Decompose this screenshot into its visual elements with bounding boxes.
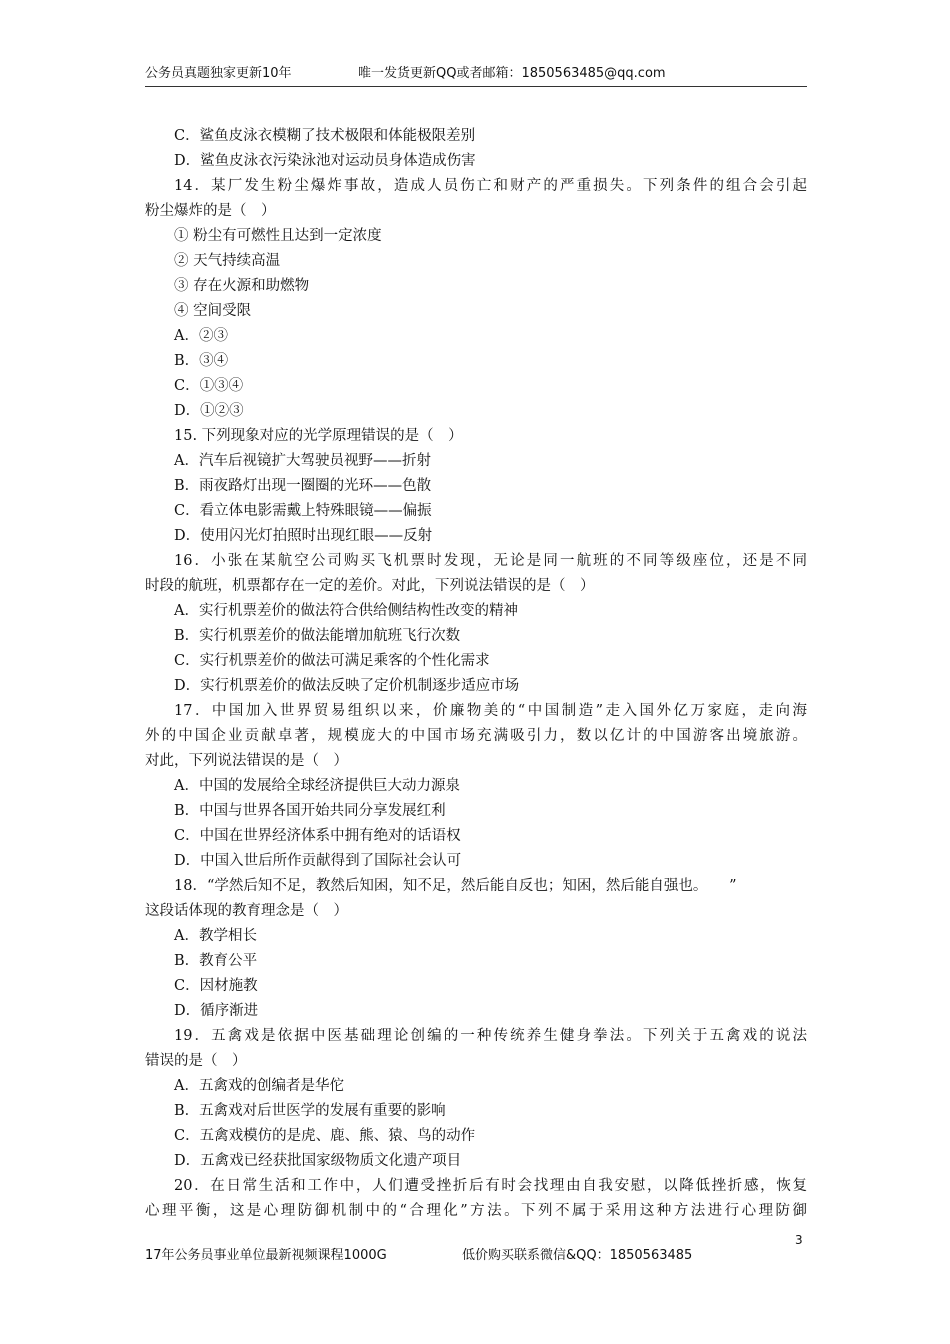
text-line: A．汽车后视镜扩大驾驶员视野——折射 [174, 453, 431, 469]
text-line: D．实行机票差价的做法反映了定价机制逐步适应市场 [174, 678, 520, 694]
text-line: A．实行机票差价的做法符合供给侧结构性改变的精神 [174, 603, 518, 619]
document-body [145, 124, 807, 1224]
text-line: 心理平衡，这是心理防御机制中的“合理化”方法。下列不属于采用这种方法进行心理防御 [145, 1203, 807, 1219]
text-line: C．因材施教 [174, 978, 258, 994]
text-line: B．教育公平 [174, 953, 258, 969]
text-line: D．使用闪光灯拍照时出现红眼——反射 [174, 528, 433, 544]
text-line: B．中国与世界各国开始共同分享发展红利 [174, 803, 446, 819]
text-line: B．五禽戏对后世医学的发展有重要的影响 [174, 1103, 446, 1119]
text-line: C．实行机票差价的做法可满足乘客的个性化需求 [174, 653, 490, 669]
page-header [145, 64, 807, 87]
header-left-text: 公务员真题独家更新10年 [145, 66, 292, 81]
text-line: 14．某厂发生粉尘爆炸事故，造成人员伤亡和财产的严重损失。下列条件的组合会引起 [174, 178, 807, 194]
text-line: 18．“学然后知不足，教然后知困，知不足，然后能自反也；知困，然后能自强也。 ” [174, 878, 737, 894]
text-line: B．雨夜路灯出现一圈圈的光环——色散 [174, 478, 432, 494]
text-line: 17．中国加入世界贸易组织以来，价廉物美的“中国制造”走入国外亿万家庭，走向海 [174, 703, 807, 719]
text-line: 时段的航班，机票都存在一定的差价。对此，下列说法错误的是（ ） [145, 578, 595, 594]
text-line: A．五禽戏的创编者是华佗 [174, 1078, 344, 1094]
text-line: D．鲨鱼皮泳衣污染泳池对运动员身体造成伤害 [174, 153, 476, 169]
text-line: 粉尘爆炸的是（ ） [145, 203, 276, 219]
text-line: 错误的是（ ） [145, 1053, 247, 1069]
text-line: A．②③ [174, 328, 228, 344]
text-line: 这段话体现的教育理念是（ ） [145, 903, 348, 919]
text-line: D．循序渐进 [174, 1003, 259, 1019]
page-number: 3 [795, 1233, 803, 1247]
text-line: A．教学相长 [174, 928, 257, 944]
text-line: 对此，下列说法错误的是（ ） [145, 753, 348, 769]
text-line: ② 天气持续高温 [174, 253, 281, 269]
text-line: B．③④ [174, 353, 229, 369]
text-line: C．①③④ [174, 378, 244, 394]
text-line: C．看立体电影需戴上特殊眼镜——偏振 [174, 503, 432, 519]
footer-right-text: 低价购买联系微信&QQ：1850563485 [462, 1248, 693, 1263]
text-line: D．①②③ [174, 403, 244, 419]
text-line: 外的中国企业贡献卓著，规模庞大的中国市场充满吸引力，数以亿计的中国游客出境旅游。 [145, 728, 807, 744]
text-line: D．五禽戏已经获批国家级物质文化遗产项目 [174, 1153, 462, 1169]
text-line: B．实行机票差价的做法能增加航班飞行次数 [174, 628, 461, 644]
text-line: 16．小张在某航空公司购买飞机票时发现，无论是同一航班的不同等级座位，还是不同 [174, 553, 807, 569]
text-line: 15. 下列现象对应的光学原理错误的是（ ） [174, 428, 463, 444]
text-line: D．中国入世后所作贡献得到了国际社会认可 [174, 853, 462, 869]
text-line: 19．五禽戏是依据中医基础理论创编的一种传统养生健身拳法。下列关于五禽戏的说法 [174, 1028, 807, 1044]
text-line: 20．在日常生活和工作中，人们遭受挫折后有时会找理由自我安慰，以降低挫折感，恢复 [174, 1178, 807, 1194]
text-line: ④ 空间受限 [174, 303, 252, 319]
footer-left-text: 17年公务员事业单位最新视频课程1000G [145, 1248, 387, 1263]
text-line: C．鲨鱼皮泳衣模糊了技术极限和体能极限差别 [174, 128, 476, 144]
text-line: ① 粉尘有可燃性且达到一定浓度 [174, 228, 382, 244]
text-line: ③ 存在火源和助燃物 [174, 278, 310, 294]
text-line: A．中国的发展给全球经济提供巨大动力源泉 [174, 778, 460, 794]
text-line: C．中国在世界经济体系中拥有绝对的话语权 [174, 828, 461, 844]
text-line: C．五禽戏模仿的是虎、鹿、熊、猿、鸟的动作 [174, 1128, 476, 1144]
header-right-text: 唯一发货更新QQ或者邮箱：1850563485@qq.com [358, 66, 666, 81]
